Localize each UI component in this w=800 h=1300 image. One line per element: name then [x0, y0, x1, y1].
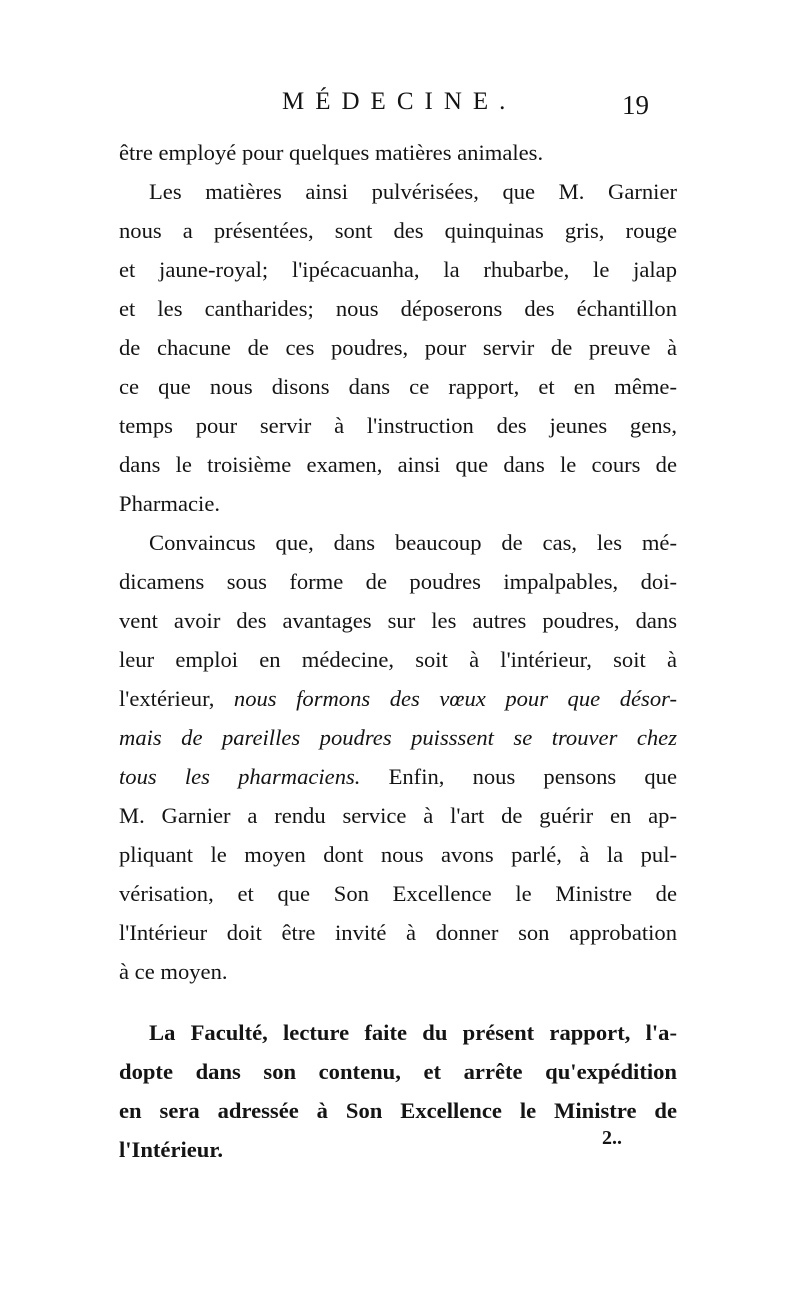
body-text: [119, 133, 677, 1169]
text-line: dans le troisième examen, ainsi que dans le cours de: [119, 452, 677, 477]
text-line: ce que nous disons dans ce rapport, et en même-: [119, 374, 677, 399]
text-line: La Faculté, lecture faite du présent rapport, l'a-: [149, 1020, 677, 1045]
text-line: Convaincus que, dans beaucoup de cas, les mé-: [149, 530, 677, 555]
text-line: l'Intérieur doit être invité à donner son approbation: [119, 920, 677, 945]
signature-mark: 2..: [602, 1127, 622, 1149]
text-run: l'extérieur,: [119, 686, 234, 711]
italic-text-line: mais de pareilles poudres puisssent se trouver chez: [119, 725, 677, 750]
text-line: nous a présentées, sont des quinquinas gris, rouge: [119, 218, 677, 243]
text-line: de chacune de ces poudres, pour servir de preuve à: [119, 335, 677, 360]
italic-text-run: nous formons des vœux pour que désor-: [233, 686, 677, 711]
text-line: dicamens sous forme de poudres impalpables, doi-: [119, 569, 677, 594]
paragraph-gap: [119, 991, 677, 1013]
text-line: M. Garnier a rendu service à l'art de guérir en ap-: [119, 803, 677, 828]
text-line: en sera adressée à Son Excellence le Ministre de: [119, 1098, 677, 1123]
text-line: pliquant le moyen dont nous avons parlé, à la pul-: [119, 842, 677, 867]
text-line: temps pour servir à l'instruction des jeunes gens,: [119, 413, 677, 438]
text-line: vérisation, et que Son Excellence le Ministre de: [119, 881, 677, 906]
text-line: leur emploi en médecine, soit à l'intérieur, soit à: [119, 647, 677, 672]
text-line: l'Intérieur.: [119, 1137, 223, 1162]
text-line: Les matières ainsi pulvérisées, que M. Garnier: [149, 179, 677, 204]
running-head: [0, 88, 800, 128]
text-line: et jaune-royal; l'ipécacuanha, la rhubarbe, le jalap: [119, 257, 677, 282]
page-number: 19: [622, 90, 649, 120]
section-title: MÉDECINE.: [282, 88, 517, 115]
text-line: vent avoir des avantages sur les autres poudres, dans: [119, 608, 677, 633]
text-line: dopte dans son contenu, et arrête qu'expédition: [119, 1059, 677, 1084]
text-line: [119, 679, 677, 718]
text-line: Pharmacie.: [119, 491, 220, 516]
paragraph-continuation: [119, 133, 677, 172]
text-run: Enfin, nous pensons que: [360, 764, 677, 789]
text-line: à ce moyen.: [119, 959, 228, 984]
text-line: et les cantharides; nous déposerons des échantillon: [119, 296, 677, 321]
paragraph-conclusion: [119, 523, 677, 991]
paragraph-materials: [119, 172, 677, 523]
text-line: [119, 757, 677, 796]
text-line: être employé pour quelques matières animales.: [119, 140, 544, 165]
italic-text-run: tous les pharmaciens.: [119, 764, 361, 789]
paragraph-resolution: [119, 1013, 677, 1169]
